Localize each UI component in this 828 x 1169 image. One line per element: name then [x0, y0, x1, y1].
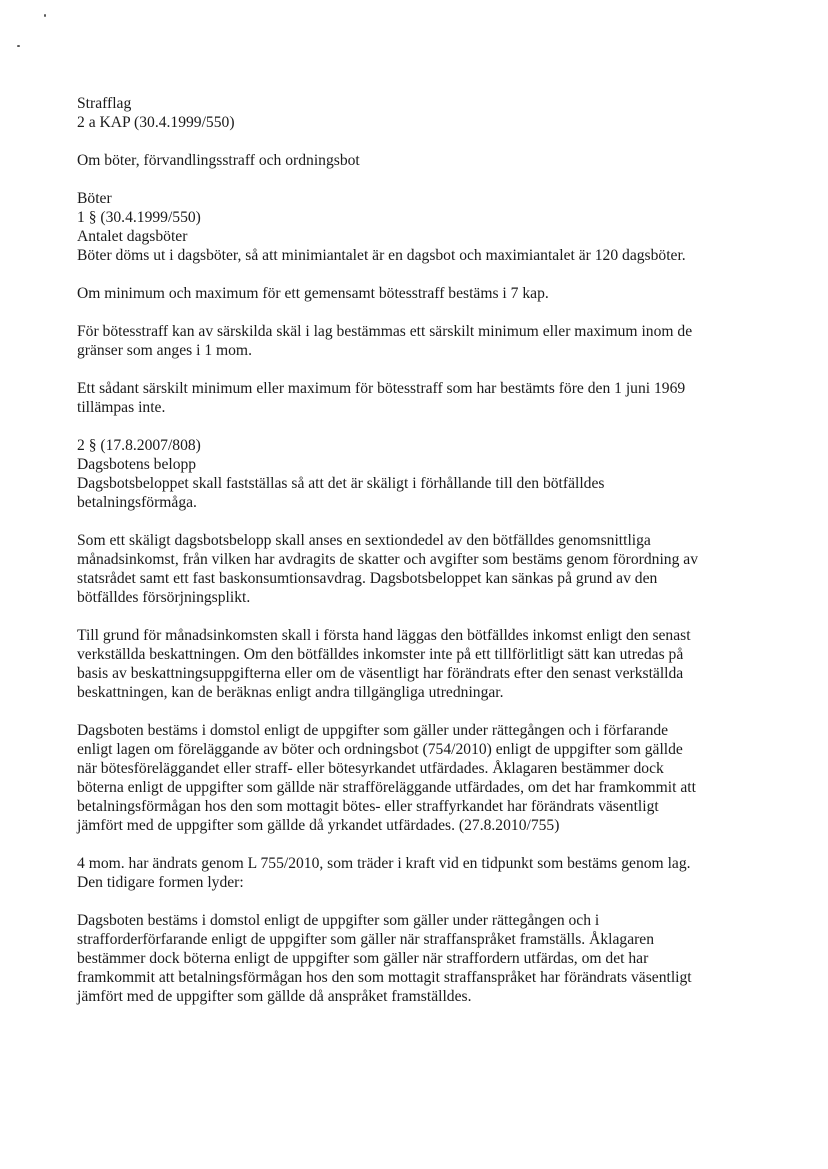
text-line: bestämmer dock böterna enligt de uppgifter som gäller när straffordern utfärdas, om det har [77, 950, 649, 967]
text-line: Den tidigare formen lyder: [77, 874, 244, 891]
paragraph-gap [77, 835, 749, 854]
text-line: Strafflag [77, 95, 132, 112]
text-line: tillämpas inte. [77, 399, 166, 416]
scan-speck [44, 14, 46, 17]
text-line: basis av beskattningsuppgifterna eller om de väsentligt har förändrats efter den senast verkställda [77, 665, 684, 682]
text-line: 1 § (30.4.1999/550) [77, 209, 201, 226]
paragraph-gap [77, 132, 749, 151]
text-line: Dagsbotens belopp [77, 456, 197, 473]
text-line: Antalet dagsböter [77, 228, 188, 245]
paragraph-gap [77, 265, 749, 284]
text-line: statsrådet samt ett fast baskonsumtionsavdrag. Dagsbotsbeloppet kan sänkas på grund av den [77, 570, 658, 587]
text-line: Till grund för månadsinkomsten skall i första hand läggas den bötfälldes inkomst enligt den senast [77, 627, 691, 644]
text-line: jämfört med de uppgifter som gällde då anspråket framställdes. [77, 988, 472, 1005]
paragraph-gap [77, 702, 749, 721]
text-line: strafforderförfarande enligt de uppgifter som gäller när straffanspråket framställs. Åklagaren [77, 931, 655, 948]
text-line: bötfälldes försörjningsplikt. [77, 589, 251, 606]
text-line: Dagsbotsbeloppet skall fastställas så att det är skäligt i förhållande till den bötfälldes [77, 475, 605, 492]
text-line: 2 a KAP (30.4.1999/550) [77, 114, 235, 131]
paragraph-gap [77, 360, 749, 379]
text-line: betalningsförmågan hos den som mottagit bötes- eller straffyrkandet har förändrats väsentligt [77, 798, 659, 815]
paragraph-gap [77, 303, 749, 322]
scan-speck [17, 45, 20, 47]
text-line: jämfört med de uppgifter som gällde då yrkandet utfärdades. (27.8.2010/755) [77, 817, 560, 834]
text-line: enligt lagen om föreläggande av böter och ordningsbot (754/2010) enligt de uppgifter som gällde [77, 741, 683, 758]
text-line: Ett sådant särskilt minimum eller maximum för bötesstraff som har bestämts före den 1 juni 1969 [77, 380, 686, 397]
text-line: Böter döms ut i dagsböter, så att minimiantalet är en dagsbot och maximiantalet är 120 dagsböter. [77, 247, 686, 264]
text-line: Böter [77, 190, 112, 207]
text-line: betalningsförmåga. [77, 494, 197, 511]
text-line: gränser som anges i 1 mom. [77, 342, 252, 359]
text-line: 2 § (17.8.2007/808) [77, 437, 201, 454]
text-line: framkommit att betalningsförmågan hos den som mottagit straffanspråket har förändrats väsentligt [77, 969, 692, 986]
text-line: För bötesstraff kan av särskilda skäl i lag bestämmas ett särskilt minimum eller maximum inom de [77, 323, 693, 340]
paragraph-gap [77, 607, 749, 626]
text-line: Dagsboten bestäms i domstol enligt de uppgifter som gäller under rättegången och i [77, 912, 600, 929]
text-line: Om minimum och maximum för ett gemensamt bötesstraff bestäms i 7 kap. [77, 285, 549, 302]
paragraph-gap [77, 892, 749, 911]
text-line: Om böter, förvandlingsstraff och ordningsbot [77, 152, 360, 169]
document-body [77, 94, 749, 1006]
text-line: verkställda beskattningen. Om den bötfälldes inkomster inte på ett tillförlitligt sätt kan utredas på [77, 646, 684, 663]
text-line: månadsinkomst, från vilken har avdragits de skatter och avgifter som bestäms genom förordning av [77, 551, 698, 568]
text-line: när bötesföreläggandet eller straff- eller bötesyrkandet utfärdades. Åklagaren bestämmer dock [77, 760, 664, 777]
text-line: 4 mom. har ändrats genom L 755/2010, som träder i kraft vid en tidpunkt som bestäms genom lag. [77, 855, 691, 872]
text-line: beskattningen, kan de beräknas enligt andra tillgängliga utredningar. [77, 684, 504, 701]
paragraph-gap [77, 170, 749, 189]
text-line: böterna enligt de uppgifter som gällde när strafföreläggande utfärdades, om det har framkommit att [77, 779, 696, 796]
paragraph-gap [77, 512, 749, 531]
text-line: Som ett skäligt dagsbotsbelopp skall anses en sextiondedel av den bötfälldes genomsnittliga [77, 532, 651, 549]
text-line: Dagsboten bestäms i domstol enligt de uppgifter som gäller under rättegången och i förfarande [77, 722, 669, 739]
paragraph-gap [77, 417, 749, 436]
